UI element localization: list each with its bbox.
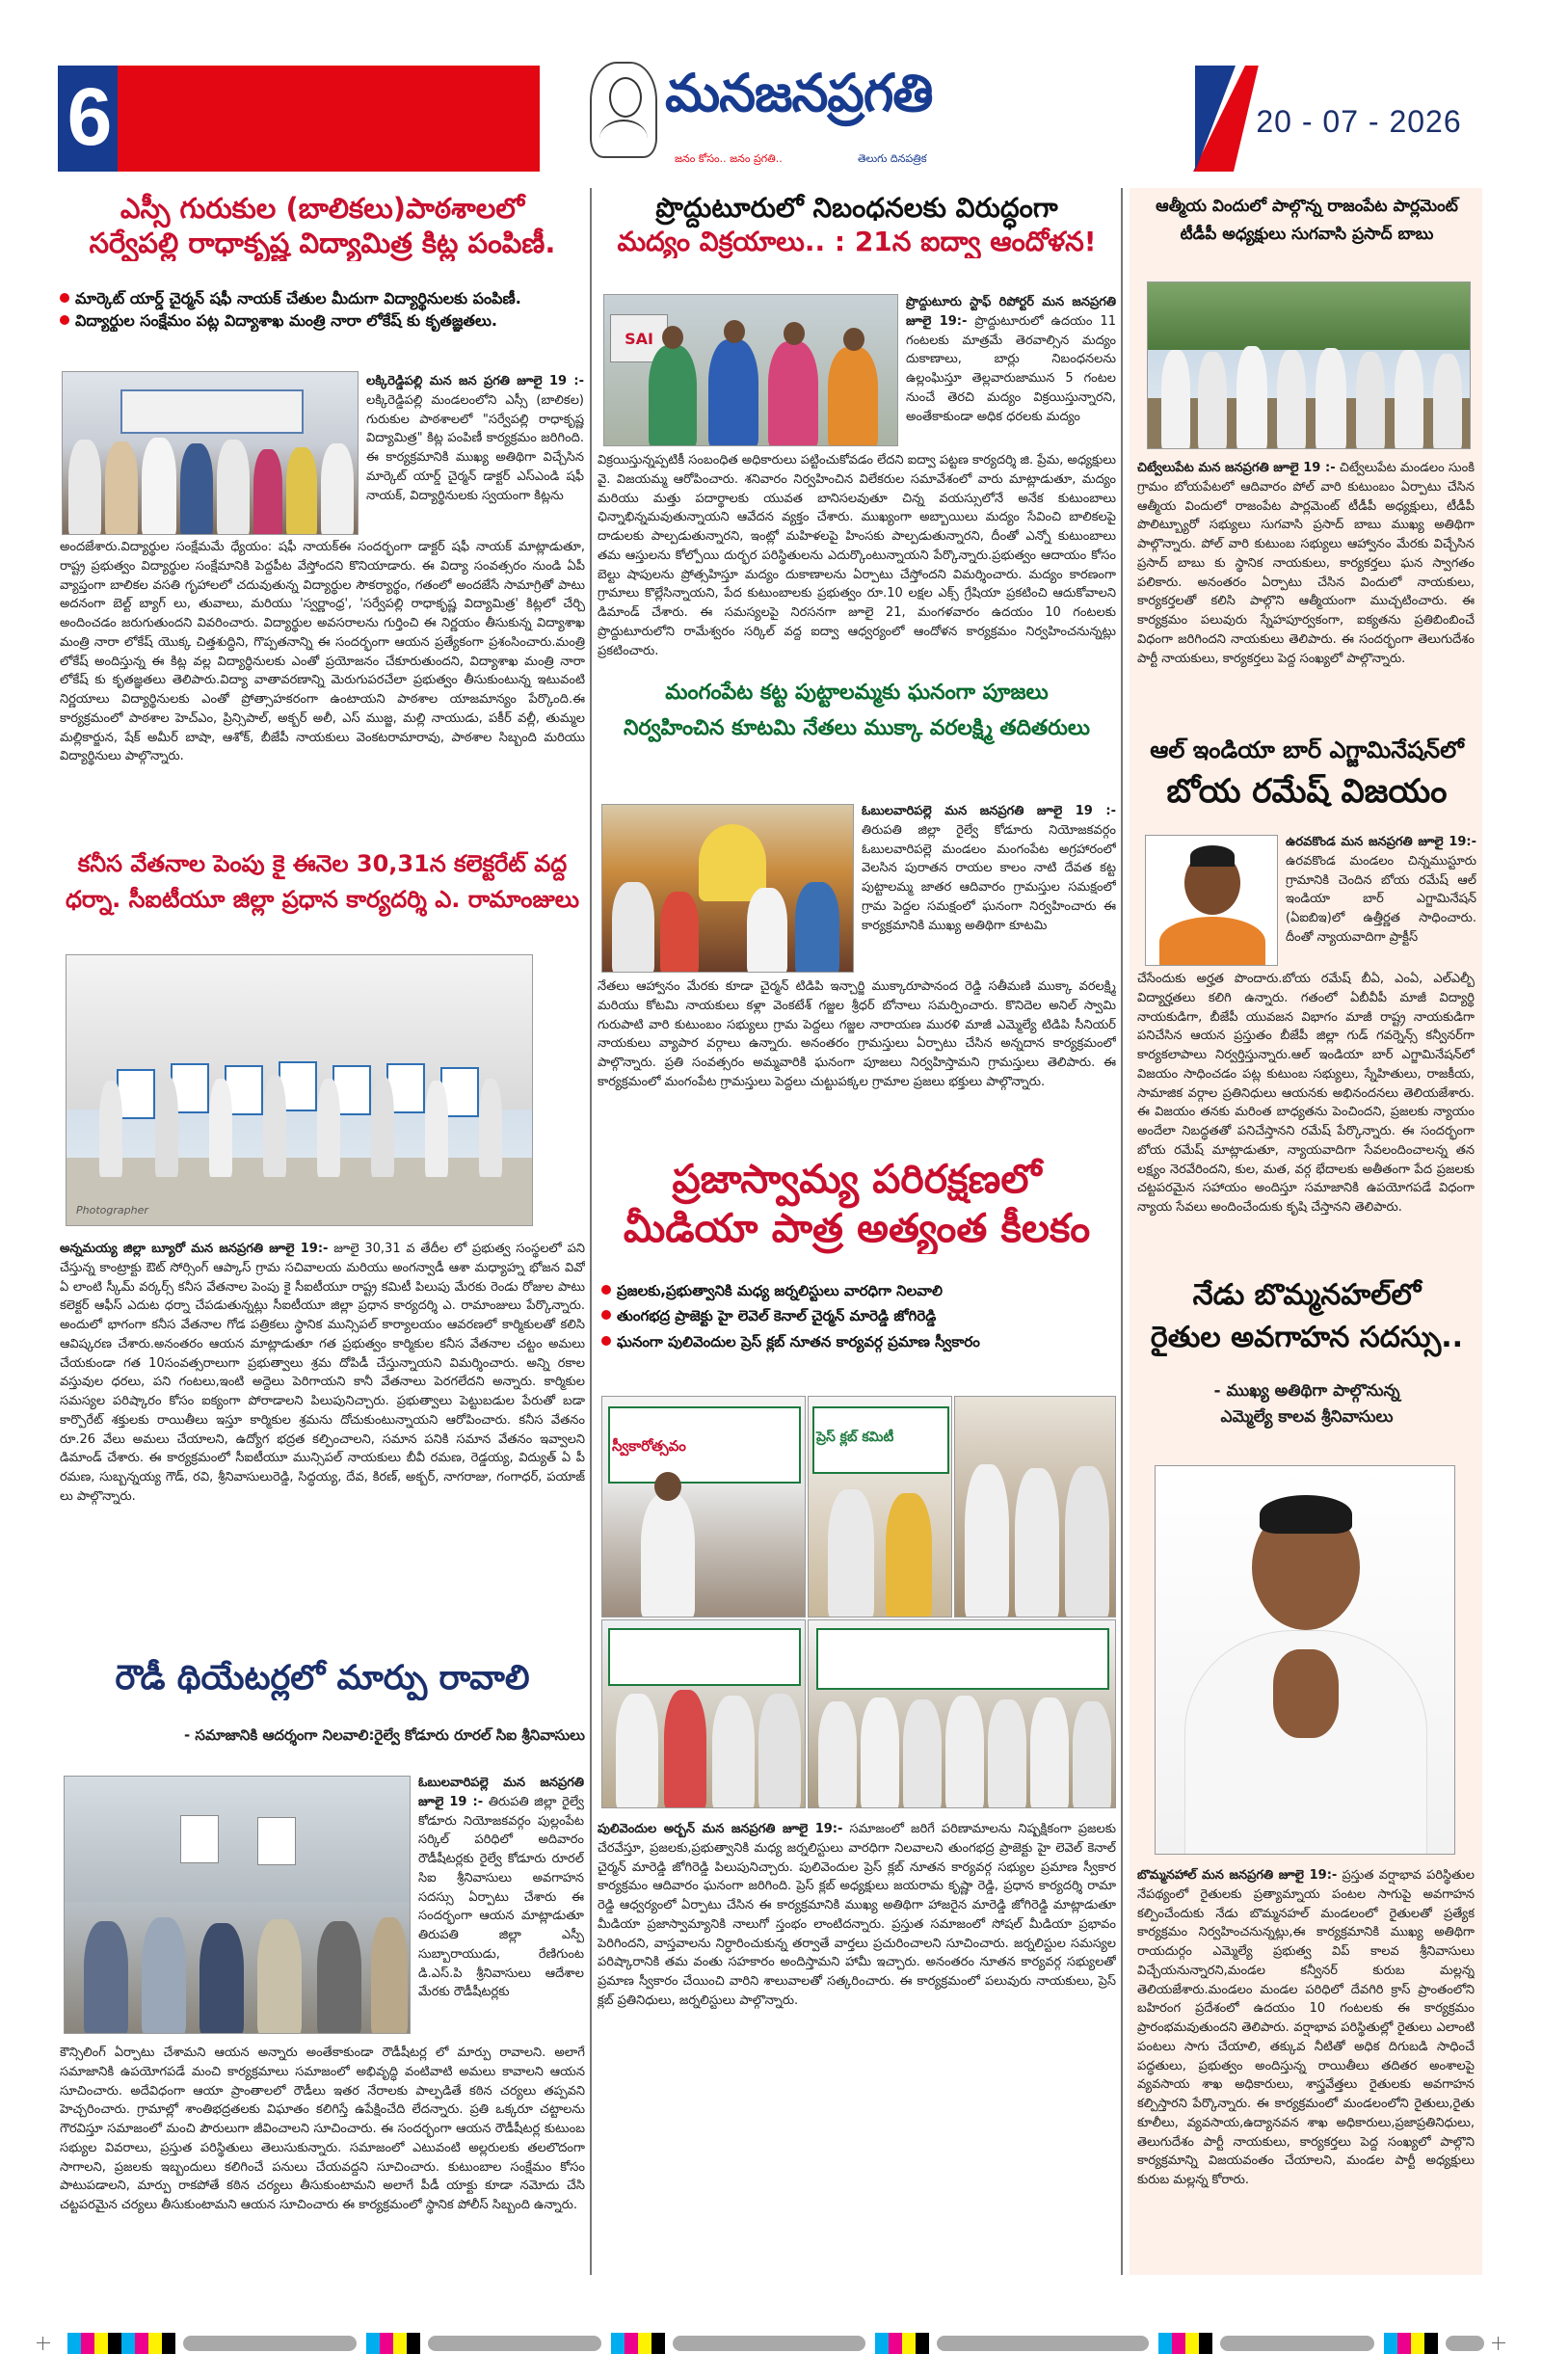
bullet-icon <box>60 315 69 325</box>
photo-person <box>68 440 101 535</box>
article-8-body-top: ఉరవకొండ మన జనప్రగతి జూలై 19:- ఉరవకొండ మండలం చిన్నముస్టూరు గ్రామానికి చెందిన బోయ రమేష్ ఆల్ ఇండియా బార్ ఎగ్జామినేషన్ (ఏఐబిఇ)లో ఉత్తీర్ణత సాధించారు. దీంతో న్యాయవాదిగా ప్రాక్టీస్ <box>1286 835 1476 945</box>
photo-person <box>988 1699 1026 1808</box>
article-1-photo <box>62 371 359 535</box>
article-1-bullets <box>60 287 585 332</box>
photo-banner <box>120 389 304 434</box>
article-5-body: నేతలు ఆహ్వానం మేరకు కూడా చైర్మన్ టిడిపి ఇన్చార్జి ముక్కారూపానంద రెడ్డి సతీమణి ముక్కా వరలక్ష్మి మరియు కోటమి నాయకులు కళ్లా వెంకటేశ్ గజ్జల శ్రీధర్ బోనాలు సమర్పించారు. కొనిదెల అనిల్ స్వామి గురుపాటి వారి కుటుంబం సభ్యులు గ్రామ పెద్దలు గజ్జల నారాయణ మురళి మాజీ ఎమ్మెల్యే టిడిపి సీనియర్ నాయకులు వ్యాపార వర్గాలు ఉన్నారు. అనంతరం గ్రామస్తులు ఏర్పాటు చేసిన అన్నదాన కార్యక్రమంలో పాల్గొన్నారు. ప్రతి సంవత్సరం అమ్మవారికి ఘనంగా పూజలు నిర్వహిస్తామని గ్రామస్తులు తెలిపారు. ఈ కార్యక్రమంలో మంగంపేట గ్రామస్తులు పెద్దలు చుట్టుపక్కల గ్రామాల ప్రజలు భక్తులు పాల్గొన్నారు. <box>598 979 1116 1089</box>
photo-head <box>843 328 864 351</box>
photo-person <box>155 1077 178 1177</box>
color-swatch <box>1384 2333 1397 2354</box>
article-4-body-top: ప్రొద్దుటూరు స్టాఫ్ రిపోర్టర్ మన జనప్రగతి జూలై 19:- ప్రొద్దుటూరులో ఉదయం 11 గంటలకు మాత్రమే తెరవాల్సిన మద్యం దుకాణాలు, బార్లు నిబంధనలను ఉల్లంఘిస్తూ తెల్లవారుజామున 5 గంటల నుంచే తెరచి మద్యం విక్రయిస్తున్నారని, అంతేకాకుండా అధిక ధరలకు మద్యం <box>906 295 1116 424</box>
color-swatch <box>651 2333 665 2354</box>
gray-bar <box>1220 2336 1374 2351</box>
color-swatch <box>638 2333 651 2354</box>
article-5-headline <box>598 675 1116 747</box>
logo-tagline-2: తెలుగు దినపత్రిక <box>858 152 927 165</box>
photo-head <box>654 1472 681 1501</box>
photo-person <box>199 1923 244 2034</box>
photo-person <box>286 447 317 535</box>
color-swatch <box>916 2333 929 2354</box>
photo-person <box>142 438 176 535</box>
headline-line: నిర్వహించిన కూటమి నేతలు ముక్కా వరలక్ష్మి తదితరులు <box>623 716 1091 741</box>
article-2-photo <box>66 954 533 1226</box>
photo-poster <box>117 1069 155 1119</box>
photo-shop-sign: SAI <box>610 314 668 362</box>
masthead <box>0 0 1542 202</box>
photo-person <box>795 882 839 973</box>
photo-person <box>1065 1466 1109 1618</box>
gray-bar <box>428 2336 601 2351</box>
photo-person <box>664 1690 706 1808</box>
photo-head <box>784 322 805 345</box>
bullet-icon <box>601 1310 611 1320</box>
article-3-photo <box>64 1776 411 2034</box>
photo-person <box>142 1917 186 2034</box>
bullet-item: ఘనంగా పులివెందుల ప్రెస్ క్లబ్ నూతన కార్యవర్గ ప్రమాణ స్వీకారం <box>601 1329 1116 1354</box>
color-swatch <box>611 2333 625 2354</box>
article-8-portrait <box>1145 835 1278 966</box>
headline-line: మద్యం విక్రయాలు.. : 21న ఐద్వా ఆందోళన! <box>617 226 1097 257</box>
photo-person <box>209 1079 232 1177</box>
color-swatch <box>889 2333 902 2354</box>
color-swatch <box>1397 2333 1411 2354</box>
article-3-body-top: ఓబులవారిపల్లె మన జనప్రగతి జూలై 19 :- తిరుపతి జిల్లా రైల్వే కోడూరు నియోజకవర్గం పుల్లంపేట సర్కిల్ పరిధిలో అదివారం రౌడీషీటర్లకు రైల్వే కోడూరు రూరల్ సిఐ శ్రీనివాసులు అవగాహన సదస్సు ఏర్పాటు చేశారు ఈ సందర్భంగా ఆయన మాట్లాడుతూ తిరుపతి జిల్లా ఎస్పీ సుబ్బారాయుడు, రేణిగుంట డి.ఎస్.పి శ్రీనివాసులు ఆదేశాల మేరకు రౌడీషీటర్లకు <box>418 1776 584 2000</box>
headline-line: ప్రొద్దుటూరులో నిబంధనలకు విరుద్ధంగా <box>655 192 1058 224</box>
photo-person <box>861 1698 899 1808</box>
headline-line: ఆత్మీయ విందులో పాల్గొన్న రాజంపేట పార్లమెంట్ <box>1156 197 1458 216</box>
photo-watermark: Photographer <box>76 1204 148 1217</box>
color-registration-strip <box>0 2333 1542 2354</box>
bullet-item: మార్కెట్ యార్డ్ చైర్మన్ షఫీ నాయక్ చేతుల మీదుగా విద్యార్థినులకు పంపిణీ. <box>60 287 585 309</box>
photo-person <box>1236 346 1267 449</box>
color-swatch <box>366 2333 380 2354</box>
article-3-body: కౌన్సిలింగ్ ఏర్పాటు చేశామని ఆయన అన్నారు అంతేకాకుండా రౌడీషీటర్ల లో మార్పు రావాలని. అలాగే సమాజానికి ఉపయోగపడే మంచి కార్యక్రమాలు సమాజంలో అభివృద్ధి వంటివాటి అమలు కావాలని ఆయన సూచించారు. అదేవిధంగా ఆయా ప్రాంతాలలో రౌడీలు ఇతర నేరాలకు పాల్పడితే కఠిన చర్యలు తప్పవని హెచ్చరించారు. గ్రామాల్లో శాంతిభద్రతలకు విఘాతం కలిగిస్తే ఉపేక్షించేది లేదన్నారు. ప్రతి ఒక్కరూ చట్టాలను గౌరవిస్తూ సమాజంలో మంచి పౌరులుగా జీవించాలని సూచించారు. ఈ సందర్భంగా ఆయన రౌడీషీటర్ల కుటుంబ సభ్యుల వివరాలు, ప్రస్తుత పరిస్థితులు తెలుసుకున్నారు. సమాజంలో ఎటువంటి అల్లరులకు తలలొదంగా సాగాలని, ప్రజలకు ఇబ్బందులు కలిగించే పనులు చేయవద్దని సూచించారు. కుటుంబాల సంక్షేమం కోసం పాటుపడాలని, మార్పు రాకపోతే కఠిన చర్యలు తీసుకుంటామని అలాగే పీడీ యాక్టు కూడా నమోదు చేసి చట్టపరమైన చర్యలు తీసుకుంటామని ఆయన సూచించారు ఈ కార్యక్రమంలో స్థానిక పోలీస్ సిబ్బంది ఉన్నారు. <box>60 2046 585 2212</box>
photo-person <box>708 339 758 446</box>
photo-banner-text: ప్రెస్ క్లబ్ కమిటీ <box>816 1430 894 1445</box>
bullet-icon <box>601 1336 611 1346</box>
article-2-headline <box>60 846 585 918</box>
photo-banner <box>608 1628 801 1686</box>
color-swatch <box>875 2333 889 2354</box>
registration-mark-icon <box>1492 2337 1505 2350</box>
photo-person <box>257 1919 302 2034</box>
article-5-photo <box>601 804 854 973</box>
headline-line: ధర్నా. సీఐటీయూ జిల్లా ప్రధాన కార్యదర్శి ఎ. రామాంజులు <box>65 886 580 914</box>
photo-person <box>263 1075 286 1177</box>
portrait-hair <box>1190 845 1235 867</box>
headline-line: కనీస వేతనాల పెంపు కై ఈనెల 30,31న కలెక్టరేట్ వద్ద <box>77 850 568 877</box>
photo-person <box>886 1493 932 1618</box>
article-6-photo-4 <box>601 1619 806 1808</box>
article-6-body: పులివెందుల అర్బన్ మన జనప్రగతి జూలై 19:- సమాజంలో జరిగే పరిణామాలను నిష్పక్షికంగా ప్రజలకు చేరవేస్తూ, ప్రజలకు,ప్రభుత్వానికి మధ్య జర్నలిస్టులు వారధిగా నిలవాలని తుంగభద్ర ప్రాజెక్టు హై లెవెల్ కెనాల్ చైర్మన్ మారెడ్డి జోగిరెడ్డి పిలుపునిచ్చారు. పులివెందుల ప్రెస్ క్లబ్ నూతన కార్యవర్గ సభ్యుల ప్రమాణ స్వీకార కార్యక్రమం ఆదివారం ఘనంగా జరిగింది. ప్రెస్ క్లబ్ అధ్యక్షులు జయరామ కృష్ణా రెడ్డి, ప్రధాన కార్యదర్శి రామా రెడ్డి ఆధ్వర్యంలో ఏర్పాటు చేసిన ఈ కార్యక్రమానికి ముఖ్య అతిథిగా హాజరైన మారెడ్డి జోగిరెడ్డి మాట్లాడుతూ మీడియా ప్రజాస్వామ్యానికి నాలుగో స్తంభం లాంటిదన్నారు. ప్రస్తుత సమాజంలో సోషల్ మీడియా ప్రభావం పెరిగిందని, వాస్తవాలను నిర్ధారించుకున్న తర్వాతే వార్తలు ప్రచురించాలని సూచించారు. జర్నలిస్టుల సమస్యల పరిష్కారానికి తమ వంతు సహకారం అందిస్తామని హామీ ఇచ్చారు. అనంతరం నూతన కార్యవర్గ సభ్యులతో ప్రమాణ స్వీకారం చేయించి వారిని శాలువాలతో సత్కరించారు. ఈ కార్యక్రమంలో పలువురు నాయకులు, ప్రెస్ క్లబ్ ప్రతినిధులు, జర్నలిస్టులు పాల్గొన్నారు. <box>598 1822 1116 2008</box>
article-6-photo-3 <box>954 1396 1116 1618</box>
article-8-body: చేసేందుకు అర్హత పొందారు.బోయ రమేష్ బీఏ, ఎంఏ, ఎల్ఎల్బీ విద్యార్హతలు కలిగి ఉన్నారు. గతంలో ఏబీవీపీ మాజీ విద్యార్థి నాయకుడిగా, బీజేపీ యువజన విభాగం మాజీ రాష్ట్ర నాయకుడిగా పనిచేసిన ఆయన ప్రస్తుతం బీజేపీ జిల్లా గుడ్ గవర్నెన్స్ కన్వీనర్‌గా కార్యకలాపాలు నిర్వర్తిస్తున్నారు.ఆల్ ఇండియా బార్ ఎగ్జామినేషన్‌లో విజయం సాధించడం పట్ల కుటుంబ సభ్యులు, స్నేహితులు, రాజకీయ, సామాజిక వర్గాల ప్రతినిధులు ఆయనకు అభినందనలు తెలియజేశారు. ఈ విజయం తనకు మరింత బాధ్యతను పెంచిందని, ప్రజలకు న్యాయం అందేలా నిబద్ధతతో పనిచేస్తానని రమేష్ పేర్కొన్నారు. ఈ సందర్భంగా బోయ రమేష్ మాట్లాడుతూ, న్యాయవాదిగా సేవలందించాలన్న తన లక్ష్యం నెరవేరిందని, కుల, మత, వర్గ భేదాలకు అతీతంగా పేద ప్రజలకు చట్టపరమైన సహాయం అందిస్తూ సమాజానికి ఉపయోగపడే విధంగా న్యాయ సేవలు అందించేందుకు కృషి చేస్తానని తెలిపారు. <box>1137 972 1475 1215</box>
photo-person <box>612 882 654 973</box>
headline-line: రైతుల అవగాహన సదస్సు.. <box>1150 1320 1464 1354</box>
logo-name: మనజనప్రగతి <box>665 62 933 123</box>
article-7-photo <box>1147 281 1471 449</box>
article-1-headline <box>60 191 585 261</box>
color-swatch <box>135 2333 148 2354</box>
photo-banner-text: స్వీకారోత్సవం <box>612 1437 686 1455</box>
article-6-headline <box>598 1155 1116 1254</box>
headline-line: ఆల్ ఇండియా బార్ ఎగ్జామినేషన్‌లో <box>1150 736 1464 763</box>
article-5-body-top: ఓబులవారిపల్లె మన జనప్రగతి జూలై 19 :- తిరుపతి జిల్లా రైల్వే కోడూరు నియోజకవర్గం ఓబులవారిపల్లె మండలం మంగంపేట అగ్రహారంలో వెలసిన పురాతన రాయల కాలం నాటి దేవత కట్ట పుట్టాలమ్మ జాతర ఆదివారం గ్రామస్తుల సమక్షంలో గ్రామ పెద్దల సమక్షంలో ఘనంగా నిర్వహించారు ఈ కార్యక్రమానికి ముఖ్య అతిథిగా కూటమి <box>862 804 1116 933</box>
gray-bar <box>937 2336 1149 2351</box>
article-4-body: విక్రయిస్తున్నప్పటికీ సంబంధిత అధికారులు పట్టించుకోవడం లేదని ఐద్వా పట్టణ కార్యదర్శి జి. ప్రేమ, అధ్యక్షులు వై. విజయమ్మ ఆరోపించారు. శనివారం నిర్వహించిన విలేకరుల సమావేశంలో వారు మాట్లాడుతూ, మద్యం మరియు మత్తు పదార్థాలకు యువత బానిసలవుతూ చిన్న వయస్సులోనే అనేక కుటుంబాలు ఛిన్నాభిన్నమవుతున్నాయని ఆవేదన వ్యక్తం చేశారు. ముఖ్యంగా అబ్బాయిలు మద్యం సేవించి బాలికలపై దాడులకు పాల్పడుతున్నారని, ఇంట్లో మహిళలపై హింసకు పాల్పడుతున్నారని, దీంతో ఎన్నో కుటుంబాలు తమ ఆస్తులను కోల్పోయి దుర్భర పరిస్థితులను ఎదుర్కొంటున్నాయని పేర్కొన్నారు.ప్రభుత్వం ఆదాయం కోసం బెల్టు షాపులను ప్రోత్సహిస్తూ మద్యం దుకాణాలను ఏర్పాటు చేస్తోందని విమర్శించారు. మద్యం కారణంగా గ్రామాలు కొల్లేసిన్నాయని, పేద కుటుంబాలకు ప్రభుత్వం రూ.10 లక్షల ఎక్స్ గ్రేషియా ప్రకటించి ఆదుకోవాలని డిమాండ్ చేశారు. ఈ సమస్యలపై నిరసనగా జూలై 21, మంగళవారం ఉదయం 10 గంటలకు ప్రొద్దుటూరులోని రామేశ్వరం సర్కిల్ వద్ద ఐద్వా ఆధ్వర్యంలో ఆందోళన కార్యక్రమం నిర్వహించనున్నట్లు ప్రకటించారు. <box>598 453 1116 658</box>
color-swatch <box>407 2333 420 2354</box>
photo-person <box>945 1696 984 1808</box>
photo-person <box>253 449 282 535</box>
photo-person <box>1030 1698 1069 1808</box>
article-4-headline <box>598 191 1116 258</box>
photo-person <box>180 443 213 535</box>
photo-person <box>1356 352 1385 449</box>
article-3-headline: రౌడీ థియేటర్లలో మార్పు రావాలి <box>115 1659 530 1698</box>
color-swatch <box>1185 2333 1199 2354</box>
headline-line: మంగంపేట కట్ట పుట్టాలమ్మకు ఘనంగా పూజలు <box>665 681 1049 705</box>
headline-line: బోయ రమేష్ విజయం <box>1166 772 1448 811</box>
color-swatch <box>902 2333 916 2354</box>
headline-line: మీడియా పాత్ర అత్యంత కీలకం <box>623 1205 1091 1252</box>
article-6-photo-2 <box>808 1396 952 1618</box>
photo-person <box>649 345 697 446</box>
article-8-headline <box>1135 733 1478 816</box>
photo-person <box>317 1079 340 1177</box>
color-swatch <box>148 2333 162 2354</box>
photo-person <box>479 1079 502 1177</box>
photo-person <box>768 341 818 446</box>
photo-window <box>257 1817 296 1865</box>
color-swatch <box>94 2333 108 2354</box>
bullet-item: విద్యార్థుల సంక్షేమం పట్ల విద్యాశాఖ మంత్రి నారా లోకేష్ కు కృతజ్ఞతలు. <box>60 309 585 332</box>
photo-person <box>217 440 250 535</box>
article-6-bullets <box>601 1278 1116 1354</box>
photo-person <box>712 1696 755 1808</box>
photo-person <box>758 1694 801 1808</box>
photo-person <box>818 1701 857 1808</box>
photo-person <box>903 1699 942 1808</box>
photo-person <box>1073 1701 1111 1808</box>
article-1-body: అందజేశారు.విద్యార్థుల సంక్షేమమే ధ్యేయం: షఫీ నాయక్ఈ సందర్భంగా డాక్టర్ షఫీ నాయక్ మాట్లాడుతూ, రాష్ట్ర ప్రభుత్వం విద్యార్థుల సంక్షేమానికి పెద్దపీట వేస్తోందని కొనియాడారు. ఈ విద్యా సంవత్సరం నుండి ఏపీ వ్యాప్తంగా బాలికల వసతి గృహాలలో చదువుతున్న విద్యార్థుల సౌకర్యార్థం, గతంలో అందజేసే సామాగ్రితో పాటు అదనంగా బెల్ట్ బ్యాగ్ లు, తువాలు, మరియు 'స్వర్ణాంధ్ర', 'సర్వేపల్లి రాధాకృష్ణ విద్యామిత్ర' కిట్లలో చేర్చి అందించడం జరుగుతుందని వివరించారు. విద్యార్థుల అవసరాలను గుర్తించి ఈ నిర్ణయం తీసుకున్న విద్యాశాఖ మంత్రి నారా లోకేష్ యొక్క చిత్తశుద్ధిని, గొప్పతనాన్ని ఈ సందర్భంగా ఆయన ప్రత్యేకంగా ప్రశంసించారు.మంత్రి లోకేష్ అందిస్తున్న ఈ కిట్ల వల్ల విద్యార్థినులకు ఎంతో ప్రయోజనం చేకూరుతుందని, విద్యాశాఖ మంత్రి నారా లోకేష్ కు కృతజ్ఞతలు తెలిపారు.విద్యా వాతావరణాన్ని మెరుగుపరచేలా ప్రభుత్వం తీసుకుంటున్న ఇటువంటి నిర్ణయాలు విద్యార్థినులకు ఎంతో ప్రోత్సాహకరంగా ఉంటాయని పాఠశాల యాజమాన్యం పేర్కొంది.ఈ కార్యక్రమంలో పాఠశాల హెచ్ఎం, ప్రిన్సిపాల్, అక్బర్ అలీ, ఎస్ ముజ్జ, మల్లి నాయుడు, పకీర్ వల్లీ, తుమ్మల మల్లికార్జున, షేక్ అమీర్ బాషా, ఆశోక్, బీజేపీ నాయకులు వెంకటరామారావు, పాఠశాల సిబ్బంది మరియు విద్యార్థినులు పాల్గొన్నారు. <box>60 540 585 764</box>
photo-person <box>1277 350 1306 449</box>
photo-head <box>724 320 745 343</box>
article-2-body: అన్నమయ్య జిల్లా బ్యూరో మన జనప్రగతి జూలై 19:- జూలై 30,31 వ తేదీల లో ప్రభుత్వ సంస్థలలో పని చేస్తున్న కాంట్రాక్టు ఔట్ సోర్సింగ్ ఆప్కాస్ గ్రామ సచివాలయ మరియు అంగన్వాడీ ఆశా మధ్యాహ్న భోజన వివో ఏ లాంటి స్కీమ్ వర్కర్స్ కనీస వేతనాల పెంపు కై సీఐటీయూ రాష్ట్ర కమిటీ పిలుపు మేరకు రెండు రోజుల పాటు కలెక్టర్ ఆఫీస్ ఎదుట ధర్నా చేపడుతున్నట్లు సీఐటీయూ జిల్లా ప్రధాన కార్యదర్శి ఎ. రామాంజులు పేర్కొన్నారు. అందులో భాగంగా కనీస వేతనాల గోడ పత్రికలు స్థానిక మున్సిపల్ కార్యాలయం ఆవరణలో కార్మికులతో కలిసి ఆవిష్కరణ చేశారు.అనంతరం ఆయన మాట్లాడుతూ గత ప్రభుత్వం కార్మికుల కనీస వేతనాల చట్టం అమలు చేయకుండా గత 10సంవత్సరాలుగా ప్రభుత్వాలు శ్రమ దోపిడీ చేస్తున్నాయని విమర్శించారు. అన్ని రకాల వస్తువుల ధరలు, పని గంటలు,ఇంటి అద్దెలు పెరిగాయని కానీ వేతనాలు పెరగలేదని అన్నారు. కార్మికుల సమస్యల పరిష్కారం కోసం ఐక్యంగా పోరాడాలని పిలుపునిచ్చారు. ప్రభుత్వాలు పెట్టుబడుల పేరుతో బడా కార్పొరేట్ శక్తులకు రాయితీలు ఇస్తూ కార్మికుల శ్రమను దోచుకుంటున్నాయని ఆరోపించారు. కనీస వేతనం రూ.26 వేలు అమలు చేయాలని, ఉద్యోగ భద్రత కల్పించాలని, సమాన పనికి సమాన వేతనం ఇవ్వాలని డిమాండ్ చేశారు. ఈ కార్యక్రమంలో సీఐటీయూ మున్సిపల్ నాయకులు బీవీ రమణ, రెడ్డయ్య, విద్యుత్ ఏ పీ రమణ, సుబ్బన్నయ్య గౌడ్, రవి, శ్రీనివాసులురెడ్డి, సిద్ధయ్య, దేవ, కిరణ్, అక్బర్, నాగరాజు, గంగాధర్, పయాజ్ లు పాల్గొన్నారు. <box>60 1242 585 1504</box>
photo-person <box>616 1694 658 1808</box>
bullet-item: తుంగభద్ర ప్రాజెక్టు హై లెవెల్ కెనాల్ చైర్మన్ మారెడ్డి జోగిరెడ్డి <box>601 1303 1116 1328</box>
logo-tagline: జనం కోసం.. జనం ప్రగతి.. <box>675 152 783 165</box>
color-swatch <box>1411 2333 1424 2354</box>
article-3-subtitle: - సమాజానికి ఆదర్శంగా నిలవాలి:రైల్వే కోడూరు రూరల్ సిఐ శ్రీనివాసులు <box>183 1726 585 1744</box>
article-9-portrait <box>1155 1465 1455 1855</box>
issue-date: 20 - 07 - 2026 <box>1256 104 1462 139</box>
column-divider <box>1121 188 1123 2275</box>
article-7-body: చిట్వేలుపేట మన జనప్రగతి జూలై 19 :- చిట్వేలుపేట మండలం సుంకి గ్రామం బోయపేటలో ఆదివారం పోల్ వారి కుటుంబం ఏర్పాటు చేసిన ఆత్మీయ విందులో రాజంపేట పార్లమెంట్ టీడీపీ అధ్యక్షులు, టీడీపీ పొలిట్బ్యూరో సభ్యులు సుగవాసి ప్రసాద్ బాబు ముఖ్య అతిథిగా పాల్గొన్నారు. పోల్ వారి కుటుంబ సభ్యులు ఆహ్వానం మేరకు విచ్చేసిన ప్రసాద్ బాబు కు స్థానిక నాయకులు, కార్యకర్తలు ఘన స్వాగతం పలికారు. అనంతరం ఏర్పాటు చేసిన విందులో నాయకులు, కార్యకర్తలతో కలిసి పాల్గొని ఆత్మీయంగా ముచ్చటించారు. ఈ కార్యక్రమం పలువురు స్నేహపూర్వకంగా, ఐక్యతను ప్రతిబింబించే విధంగా జరిగిందని నాయకులు తెలిపారు. ఈ సందర్భంగా తెలుగుదేశం పార్టీ నాయకులు, కార్యకర్తలు పెద్ద సంఖ్యలో పాల్గొన్నారు. <box>1137 461 1475 666</box>
photo-head <box>662 326 683 349</box>
photo-person <box>1198 352 1227 449</box>
color-swatch <box>625 2333 638 2354</box>
photo-person <box>84 1921 128 2034</box>
color-swatch <box>1172 2333 1185 2354</box>
article-9-body: బొమ్మనహాల్ మన జనప్రగతి జూలై 19:- ప్రస్తుత వర్షాభావ పరిస్థితుల నేపథ్యంలో రైతులకు ప్రత్యామ్నాయ పంటల సాగుపై అవగాహన కల్పించేందుకు నేడు బొమ్మనహల్ మండలంలో రైతులతో ప్రత్యేక కార్యక్రమం నిర్వహించనున్నట్లు,ఈ కార్యక్రమానికి ముఖ్య అతిథిగా రాయదుర్గం ఎమ్మెల్యే ప్రభుత్వ విప్ కాలవ శ్రీనివాసులు విచ్చేయనున్నారని,మండల కన్వీనర్ కురుబ మల్లన్న తెలియజేశారు.మండలం మండల పరిధిలో దేవగిరి క్రాస్ ప్రాంతంలోని బహిరంగ ప్రదేశంలో ఉదయం 10 గంటలకు ఈ కార్యక్రమం ప్రారంభమవుతుందని తెలిపారు. వర్షాభావ పరిస్థితుల్లో రైతులు ఎలాంటి పంటలు సాగు చేయాలి, తక్కువ నీటితో అధిక దిగుబడి సాధించే పద్ధతులు, ప్రభుత్వం అందిస్తున్న రాయితీలు తదితర అంశాలపై వ్యవసాయ శాఖ అధికారులు, శాస్త్రవేత్తలు రైతులకు అవగాహన కల్పిస్తారని పేర్కొన్నారు. ఈ కార్యక్రమంలో మండలంలోని రైతులు,రైతు కూలీలు, వ్యవసాయ,ఉద్యానవన శాఖ అధికారులు,ప్రజాప్రతినిధులు, తెలుగుదేశం పార్టీ నాయకులు, కార్యకర్తలు పెద్ద సంఖ్యలో పాల్గొని కార్యక్రమాన్ని విజయవంతం చేయాలని, మండల పార్టీ అధ్యక్షులు కురుబ మల్లన్న కోరారు. <box>1137 1868 1475 2187</box>
masthead-red-band-left <box>58 66 540 172</box>
color-swatch <box>67 2333 81 2354</box>
color-swatch <box>162 2333 175 2354</box>
headline-line: ప్రజాస్వామ్య పరిరక్షణలో <box>672 1156 1042 1202</box>
photo-person <box>371 1917 408 2034</box>
color-swatch <box>393 2333 407 2354</box>
color-swatch <box>1424 2333 1438 2354</box>
article-9-subtitle: - ముఖ్య అతిథిగా పాల్గొనున్న ఎమ్మెల్యే కాలవ శ్రీనివాసులు <box>1213 1381 1400 1428</box>
headline-line: నేడు బొమ్మనహల్‌లో <box>1192 1278 1422 1312</box>
photo-person <box>425 1081 448 1177</box>
article-7-headline <box>1135 193 1478 249</box>
photo-person <box>1161 350 1190 449</box>
headline-line: ఎస్సీ గురుకుల (బాలికలు)పాఠశాలలో <box>120 192 525 225</box>
color-swatch <box>81 2333 94 2354</box>
headline-line: సర్వేపల్లి రాధాకృష్ణ విద్యామిత్ర కిట్ల పంపిణీ. <box>89 227 556 260</box>
photo-trees <box>1148 282 1471 350</box>
article-9-headline <box>1135 1274 1478 1358</box>
column-divider <box>590 188 592 2275</box>
newspaper-logo <box>578 58 964 188</box>
photo-person <box>1316 348 1346 449</box>
photo-person <box>1015 1468 1059 1618</box>
color-swatch <box>1199 2333 1212 2354</box>
article-6-photo-1 <box>601 1396 806 1618</box>
portrait-hair <box>1260 1495 1352 1534</box>
photo-person <box>371 1077 394 1177</box>
founder-portrait-icon <box>590 62 657 158</box>
bullet-icon <box>60 293 69 303</box>
photo-person <box>99 1081 122 1177</box>
gray-bar <box>1446 2336 1484 2351</box>
photo-person <box>641 1493 695 1618</box>
photo-person <box>1433 354 1462 449</box>
photo-person <box>660 892 699 973</box>
photo-person <box>317 1921 361 2034</box>
gray-bar <box>183 2336 357 2351</box>
color-swatch <box>1158 2333 1172 2354</box>
bullet-item: ప్రజలకు,ప్రభుత్వానికి మధ్య జర్నలిస్టులు వారధిగా నిలవాలి <box>601 1278 1116 1303</box>
photo-person <box>828 1489 874 1618</box>
photo-person <box>965 1464 1009 1618</box>
photo-building <box>65 1777 411 1902</box>
photo-person <box>747 888 787 973</box>
portrait-hands <box>1273 1649 1339 1738</box>
gray-bar <box>673 2336 865 2351</box>
photo-person <box>321 443 354 535</box>
portrait-shirt <box>1159 917 1265 966</box>
page-number: 6 <box>66 71 113 162</box>
article-6-photo-5 <box>808 1619 1116 1808</box>
article-1-body-top: లక్కిరెడ్డిపల్లి మన జన ప్రగతి జూలై 19 :- లక్కిరెడ్డిపల్లి మండలంలోని ఎస్సీ (బాలికల) గురుకుల పాఠశాలలో "సర్వేపల్లి రాధాకృష్ణ విద్యామిత్ర" కిట్ల పంపిణీ కార్యక్రమం జరిగింది. ఈ కార్యక్రమానికి ముఖ్య అతిథిగా విచ్చేసిన మార్కెట్ యార్డ్ చైర్మన్ డాక్టర్ ఎస్ఎండి షఫీ నాయక్, విద్యార్థినులకు స్వయంగా కిట్లను <box>366 374 584 503</box>
photo-banner <box>816 1628 1109 1690</box>
headline-line: టీడీపీ అధ్యక్షులు సుగవాసి ప్రసాద్ బాబు <box>1180 224 1434 244</box>
photo-person <box>1395 350 1423 449</box>
article-4-photo <box>603 294 898 446</box>
photo-window <box>180 1815 219 1863</box>
color-swatch <box>121 2333 135 2354</box>
color-swatch <box>380 2333 393 2354</box>
color-swatch <box>108 2333 121 2354</box>
photo-person <box>828 347 878 446</box>
bullet-icon <box>601 1285 611 1295</box>
photo-person <box>105 441 138 535</box>
